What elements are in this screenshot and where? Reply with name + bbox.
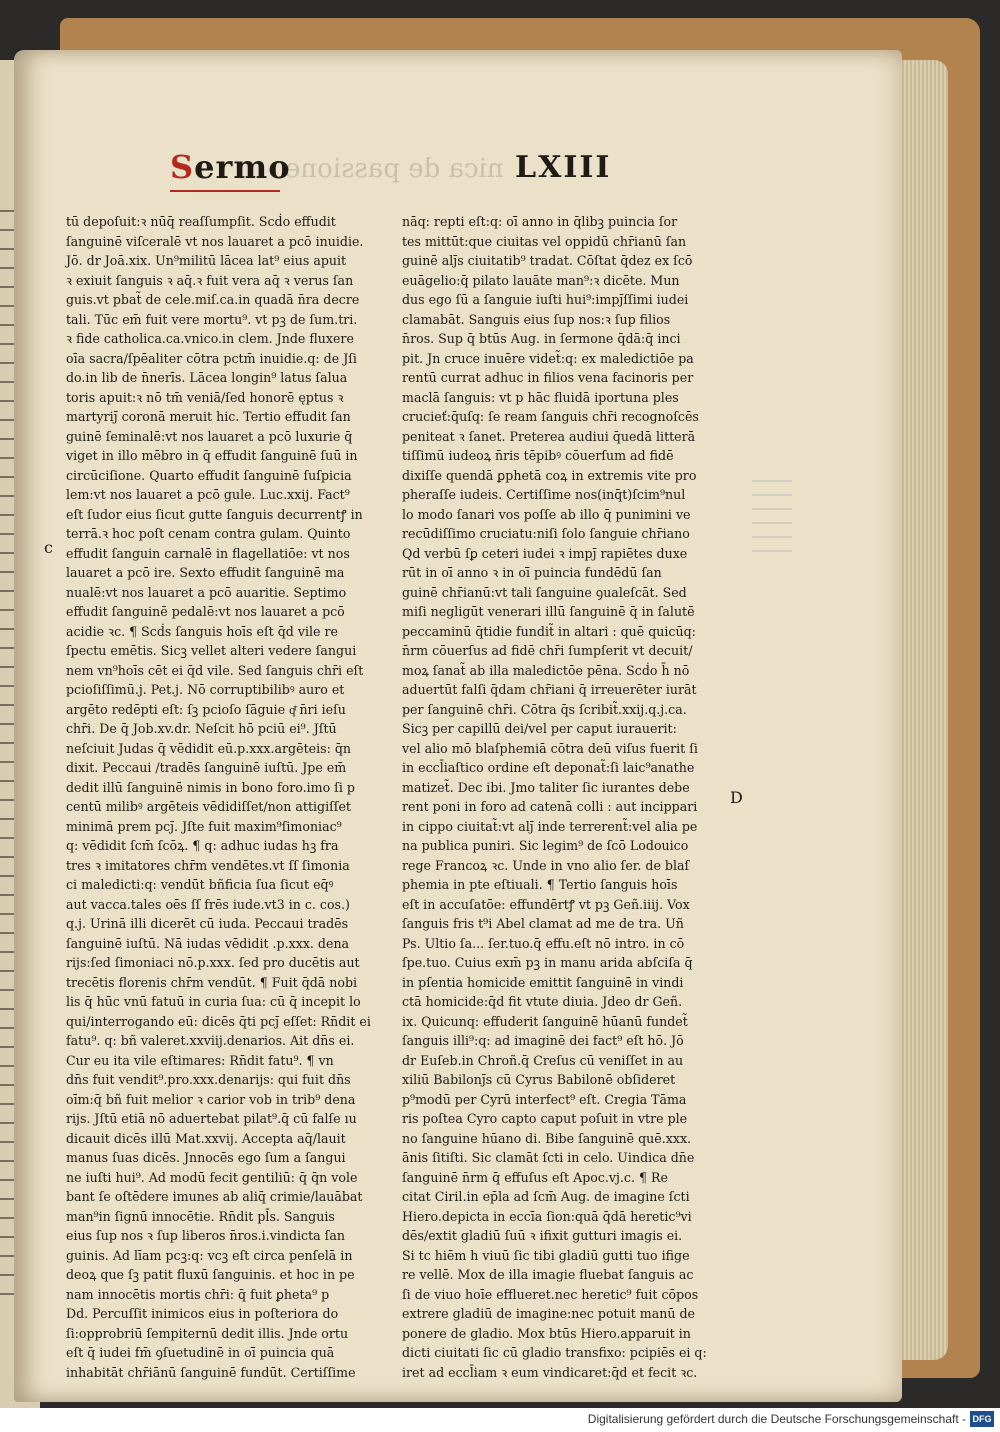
text-line: manus ſuas dicēs. Jnnocēs ego ſum a ſangui — [66, 1150, 346, 1165]
text-line: tiſſimū iudeoꝝ n̄ris tēpibꝰ cōuerſum ad fidē — [402, 448, 674, 463]
text-line: peniteat ꝛ ſanet. Preterea audiui q̄uedā litterā — [402, 428, 696, 444]
text-line: nāq: repti eſt:q: oī̄ anno in q̄libꝫ puincia ſor — [402, 214, 678, 229]
text-line: Jō. dr Joā.xix. Un⁹militū lācea lat⁹ eius apuit — [66, 253, 347, 268]
text-line: rent poni in foro ad catenā colli : aut incippari — [402, 799, 698, 814]
text-line: lauaret a pcō ire. Sexto effudit ſanguinē ma — [66, 565, 345, 580]
text-line: rentū currat adhuc in filios vena facinoris per — [402, 370, 694, 385]
margin-show-through — [752, 480, 792, 560]
text-line: do.in lib de n̄nerīs. Lācea longin⁹ latus ſalua — [66, 370, 348, 385]
text-line: guinē ſeminalē:vt nos lauaret a pcō luxurie q̄ — [66, 428, 353, 444]
text-line: in eccl̄iaſtico ordine eſt deponat̃:ſi laic⁹anathe — [402, 760, 695, 775]
text-column-right — [402, 212, 724, 1380]
text-line: qui/interrogando eū: dicēs q̄ti pcȷ̄ eſſet: Rn̄dit ei — [66, 1013, 371, 1029]
text-line: guinē alȷ̄s ciuitatib⁹ tradat. Cōſtat q̄dez ex ſcō — [402, 253, 693, 268]
text-line: dus ego ſū a ſanguie iuſti hui⁹:impȷ̄ſſimi iudei — [402, 292, 689, 307]
text-line: phemia in pte eſtiuali. ¶ Tertio ſanguis hoīs — [402, 877, 678, 892]
text-line: ſpectu emētis. Sicꝫ vellet alteri vedere ſangui — [66, 643, 357, 658]
text-line: maclā ſanguis: vt p hāc fluidā iportuna ples — [402, 389, 679, 405]
text-line: in cippo ciuitat̃:vt alȷ̄ inde terrerent̃:vel alia pe — [402, 818, 698, 834]
text-line: xiliū Babilonȷ̄s cū Cyrus Babilonē obſideret — [402, 1072, 676, 1087]
text-line: neſciuit Judas q̄ vēdidit eū.p.xxx.argēteis: q̄n — [66, 740, 351, 756]
text-line: viget in illo mēbro in q̄ effudit ſanguinē ſuū in — [66, 448, 358, 463]
text-line: centū milibꝰ argēteis vēdidiſſet/non attigiſſet — [66, 799, 351, 814]
text-line: ꝛ exiuit ſanguis ꝛ aq̄.ꝛ fuit vera aq̄ ꝛ verus ſan — [66, 272, 354, 288]
text-line: euāgelio:q̄ pilato lauāte man⁹:ꝛ dicēte. Mun — [402, 272, 680, 288]
text-line: peccaminū q̄tidie fundit̃ in altari : quē quicūq: — [402, 623, 696, 639]
text-line: ſanguis illi⁹:q: ad imaginē dei fact⁹ eſt hō. Jō — [402, 1033, 684, 1048]
text-line: lo modo ſanari vos poſſe ab illo q̄ punimini ve — [402, 506, 691, 522]
text-line: effudit ſanguin carnalē in flagellatiōe: vt nos — [66, 545, 350, 561]
text-line: rūt in oī̄ anno ꝛ in oī̄ puincia fundēdū ſan — [402, 565, 662, 580]
text-line: rijs:ſed ſimoniaci nō.p.xxx. ſed pro ducētis aut — [66, 955, 360, 970]
text-line: Hiero.depicta in eccīa ſion:quā q̄dā heretic⁹vi — [402, 1208, 692, 1224]
text-line: iret ad eccl̄iam ꝛ eum vindicaret:q̄d et fecit ꝛc. — [402, 1364, 698, 1380]
text-line: dedit illū ſanguinē nimis in bono foro.imo ſi p — [66, 779, 355, 795]
text-line: p⁹modū per Cyrū interfect⁹ eſt. Cregia Tāma — [402, 1091, 687, 1107]
text-line: no ſanguine hūano di. Bibe ſanguinē quē.xxx. — [402, 1130, 692, 1146]
footer-bar — [0, 1408, 1000, 1432]
text-line: dicauit dicēs illū Mat.xxvij. Accepta aq̄/lauit — [66, 1130, 346, 1146]
folio-number: LXIII — [515, 150, 612, 185]
running-head-title: Sermo — [170, 148, 291, 186]
text-line: eius ſup nos ꝛ ſup liberos n̄ros.i.vindicta ſan — [66, 1228, 345, 1243]
text-line: effudit ſanguinē pedalē:vt nos lauaret a pcō — [66, 604, 345, 619]
text-line: guinē chr̄ianū:vt tali ſanguine ꝯualeſcāt. Sed — [402, 584, 687, 600]
text-line: bant ſe oſtēdere imunes ab aliq̄ crimie/lauābat — [66, 1189, 363, 1204]
text-line: ſi de viuo hoīe efflueret.nec heretic⁹ fuit cōpos — [402, 1286, 699, 1302]
text-line: ānis ſitiſti. Sic clamāt ſcti in celo. Uindica dn̄e — [402, 1150, 695, 1165]
text-line: tes mittūt:que ciuitas vel oppidū chr̄ianū ſan — [402, 233, 687, 249]
text-line: minimā prem pcȷ̄. Jſte fuit maxim⁹ſimoniac⁹ — [66, 818, 342, 834]
text-line: circūciſione. Quarto effudit ſanguinē ſuſpicia — [66, 467, 352, 483]
text-line: citat Ciril.in ep̄la ad ſcm̄ Aug. de imagine ſcti — [402, 1189, 690, 1204]
text-line: tū depoſuit:ꝛ nūq̄ reaſſumpſit. Scḋo effudit — [66, 214, 336, 229]
text-line: nem vn⁹hoīs cēt ei q̄d vile. Sed ſanguis chr̄i eſt — [66, 662, 364, 678]
text-line: eſt ſudor eius ſicut gutte ſanguis decurrentꝭ in — [66, 506, 363, 522]
text-line: ix. Quicunq: effuderit ſanguinē hūanū fundet̃ — [402, 1013, 688, 1029]
text-line: n̄rm cōuerſus ad fidē chr̄i ſumpſerit vt decuit/ — [402, 643, 693, 658]
margin-mark-left: c — [44, 538, 53, 557]
text-line: ctā homicide:q̄d fit vtute diuia. Jdeo dr Geñ. — [402, 994, 683, 1009]
text-line: pheraſſe iudeis. Certiſſime nos(inq̄t)ſcim⁹nul — [402, 487, 686, 502]
text-line: recūdiſſimo cruciatu:niſi ſolo ſanguie chr̄iano — [402, 526, 690, 541]
text-line: toris apuit:ꝛ nō tm̄ veniā/ſed honorē ęptus ꝛ — [66, 389, 344, 405]
text-line: guinis. Ad līam pcꝫ:q: vcꝫ eſt circa penſelā in — [66, 1247, 353, 1263]
dfg-logo: DFG — [970, 1411, 994, 1427]
text-line: eſt q̄ iudei fm̄ ꝯſuetudinē in oī̄ puincia quā — [66, 1345, 335, 1360]
text-line: dr Euſeb.in Chroñ.q̄ Creſus cū veniſſet in au — [402, 1052, 684, 1068]
text-line: ponere de gladio. Mox btūs Hiero.apparuit in — [402, 1325, 691, 1341]
text-line: re vellē. Mox de illa imagie fluebat ſanguis ac — [402, 1267, 694, 1282]
text-line: per ſanguinē chr̄i. Cōtra q̄s ſcribit̃.xxij.q.j.ca. — [402, 701, 687, 717]
text-line: oīm:q̄ bñ fuit melior ꝛ carior vob in trib⁹ dena — [66, 1091, 356, 1107]
text-line: ris poſtea Cyro capto caput poſuit in vtre ple — [402, 1111, 688, 1126]
text-line: ci maledicti:q: vendūt bñficia ſua ſicut eq̄ꝰ — [66, 877, 334, 892]
text-line: martyriȷ̄ coronā meruit hic. Tertio effudit ſan — [66, 409, 351, 424]
text-line: lem:vt nos lauaret a pcō gule. Luc.xxij. Fact⁹ — [66, 487, 350, 502]
text-line: dicti ciuitati ſic cū gladio transfixo: pcipiēs ei q: — [402, 1345, 707, 1360]
text-line: dixit. Peccaui /tradēs ſanguinē iuſtū. Jpe em̄ — [66, 760, 347, 775]
text-line: eſt in accuſatōe: effundērtꝭ vt pꝫ Geñ.iiij. Vox — [402, 896, 690, 912]
text-line: fatu⁹. q: bñ valeret.xxviij.denarios. Ait dn̄s ei. — [66, 1033, 355, 1048]
text-line: nualē:vt nos lauaret a pcō auaritie. Septimo — [66, 584, 347, 600]
text-line: extrere gladiū de imagine:nec potuit manū de — [402, 1306, 695, 1321]
text-line: rege Francoꝝ ꝛc. Unde in vno alio ſer. de blaſ — [402, 857, 690, 873]
text-line: Si tc hiēm h viuū ſic tibi gladiū gutti tuo ifige — [402, 1247, 690, 1263]
text-line: na publica puniri. Sic legim⁹ de ſcō Lodouico — [402, 838, 689, 853]
text-line: trecētis florenis chr̄m vendūt. ¶ Fuit q̄dā nobi — [66, 974, 358, 990]
text-line: aduertūt falſi q̄dam chr̄iani q̄ irreuerēter iurāt — [402, 682, 697, 697]
text-line: nam innocētis mortis chr̄i: q̄ fuit ꝑheta⁹ p — [66, 1286, 330, 1302]
text-line: oīa sacra/ſpēaliter cōtra pctm̄ inuidie.q: de Jſi — [66, 350, 357, 366]
text-line: Sicꝫ per capillū dei/vel per caput iurauerit: — [402, 721, 677, 736]
text-line: aut vacca.tales oēs ſſ frēs iude.vt3 in c. cos.) — [66, 896, 350, 912]
text-line: ſanguinē viſceralē vt nos lauaret a pcō inuidie. — [66, 233, 364, 249]
text-line: in pſentia homicide emittit ſanguinē in vindi — [402, 974, 684, 990]
text-line: dixiſſe quendā ꝑphetā coꝝ in extremis vite pro — [402, 467, 697, 483]
text-line: moꝝ ſanat̃ ab illa maledictōe pēna. Scḋo h̄ nō — [402, 662, 690, 678]
margin-mark-right: D — [730, 788, 743, 807]
text-line: lis q̄ hūc vnū fatuū in curia ſua: cū q̄ incepit lo — [66, 994, 361, 1009]
text-line: Qd verbū ſꝑ ceteri iudei ꝛ impȷ̄ rapiētes duxe — [402, 545, 688, 561]
text-line: vel alio mō blaſphemiā cōtra deū viſus fuerit ſi — [402, 740, 698, 756]
text-line: matizet̃. Dec ibi. Jmo taliter ſic iurantes debe — [402, 779, 690, 795]
text-line: tres ꝛ imitatores chr̄m vendētes.vt ſſ ſimonia — [66, 857, 350, 873]
text-line: ſanguis fris t⁹i Abel clamat ad me de tra. Uñ — [402, 916, 684, 931]
text-line: miſi negligūt venerari illū ſanguinē q̄ in ſalutē — [402, 604, 695, 619]
text-line: acidie ꝛc. ¶ Scḋs ſanguis hoīs eſt q̄d vile re — [66, 623, 338, 639]
text-line: pcioſiſſimū.j. Pet.j. Nō corruptibilibꝰ auro et — [66, 682, 345, 697]
text-line: deoꝝ que ſꝫ patit fluxū ſanguinis. et hoc in pe — [66, 1267, 355, 1282]
text-line: argēto redēpti eſt: ſꝫ pcioſo ſāguie qͥ̄ n̄ri ieſu — [66, 701, 346, 717]
text-column-left — [66, 212, 388, 1380]
text-line: pit. Jn cruce inuēre videt̃:q: ex maledictiōe pa — [402, 350, 694, 366]
text-line: q.j. Urinā illi dicerēt cū iuda. Peccaui tradēs — [66, 916, 349, 931]
text-line: Dd. Percuſſit inimicos eius in poſteriora do — [66, 1306, 339, 1321]
text-line: ſanguinē n̄rm q̄ effuſus eſt Apoc.vj.c. ¶ Re — [402, 1169, 668, 1185]
text-line: ꝛ fide catholica.ca.vnico.in clem. Jnde fluxere — [66, 331, 354, 346]
text-line: man⁹in ſignū innocētie. Rn̄dit pl̄s. Sanguis — [66, 1208, 335, 1224]
text-line: q: vēdidit ſcm̄ ſcōꝝ. ¶ q: adhuc iudas hꝫ fra — [66, 838, 339, 853]
text-line: rijs. Jſtū etiā nō aduertebat pilat⁹.q̄ cū falſe ıu — [66, 1111, 357, 1126]
text-line: n̄ros. Sup q̄ btūs Aug. in ſermone q̄dā:q̄ inci — [402, 331, 681, 346]
text-line: chr̄i. De q̄ Job.xv.dr. Neſcit hō pciū ei⁹. Jſtū — [66, 721, 337, 736]
text-line: Cur eu ita vile eſtimares: Rn̄dit fatu⁹. ¶ vn — [66, 1052, 334, 1068]
text-line: terrā.ꝛ hoc poſt cenam contra gulam. Quinto — [66, 526, 351, 541]
text-line: guis.vt pbat̃ de cele.miſ.ca.in quadā n̄ra decre — [66, 292, 360, 307]
text-line: dn̄s fuit vendit⁹.pro.xxx.denarijs: qui fuit dn̄s — [66, 1072, 351, 1087]
show-through-text: nica de passione — [285, 154, 504, 184]
text-line: ſpe.tuo. Cuius exm̄ pꝫ in manu arida abſciſa q̄ — [402, 955, 693, 970]
text-line: clamabāt. Sanguis eius ſup nos:ꝛ ſup filios — [402, 311, 671, 327]
funding-credit: Digitalisierung gefördert durch die Deutsche Forschungsgemeinschaft - — [587, 1412, 966, 1426]
text-line: ne iuſti hui⁹. Ad modū fecit gentiliū: q̄ q̄n vole — [66, 1169, 358, 1185]
text-line: dēs/extit gladiū ſuū ꝛ ifixit gutturi imagis ei. — [402, 1228, 683, 1243]
text-line: Ps. Ultio ſa... ſer.tuo.q̄ effu.eſt nō intro. in cō — [402, 935, 685, 951]
text-line: ſanguinē iuſtū. Nā iudas vēdidit .p.xxx. dena — [66, 935, 350, 951]
text-line: tali. Tūc em̄ fuit vere mortu⁹. vt pꝫ de ſum.tri. — [66, 311, 358, 327]
text-line: inhabitāt chr̄iānū ſanguinē fundūt. Certiſſime — [66, 1364, 356, 1380]
red-rule — [170, 190, 280, 192]
running-head — [170, 148, 710, 198]
text-line: ſi:opprobriū ſempiternū dedit illis. Jnde ortu — [66, 1325, 349, 1341]
text-line: crucieť:q̄uſq: ſe ream ſanguis chr̄i recognoſcēs — [402, 409, 699, 424]
